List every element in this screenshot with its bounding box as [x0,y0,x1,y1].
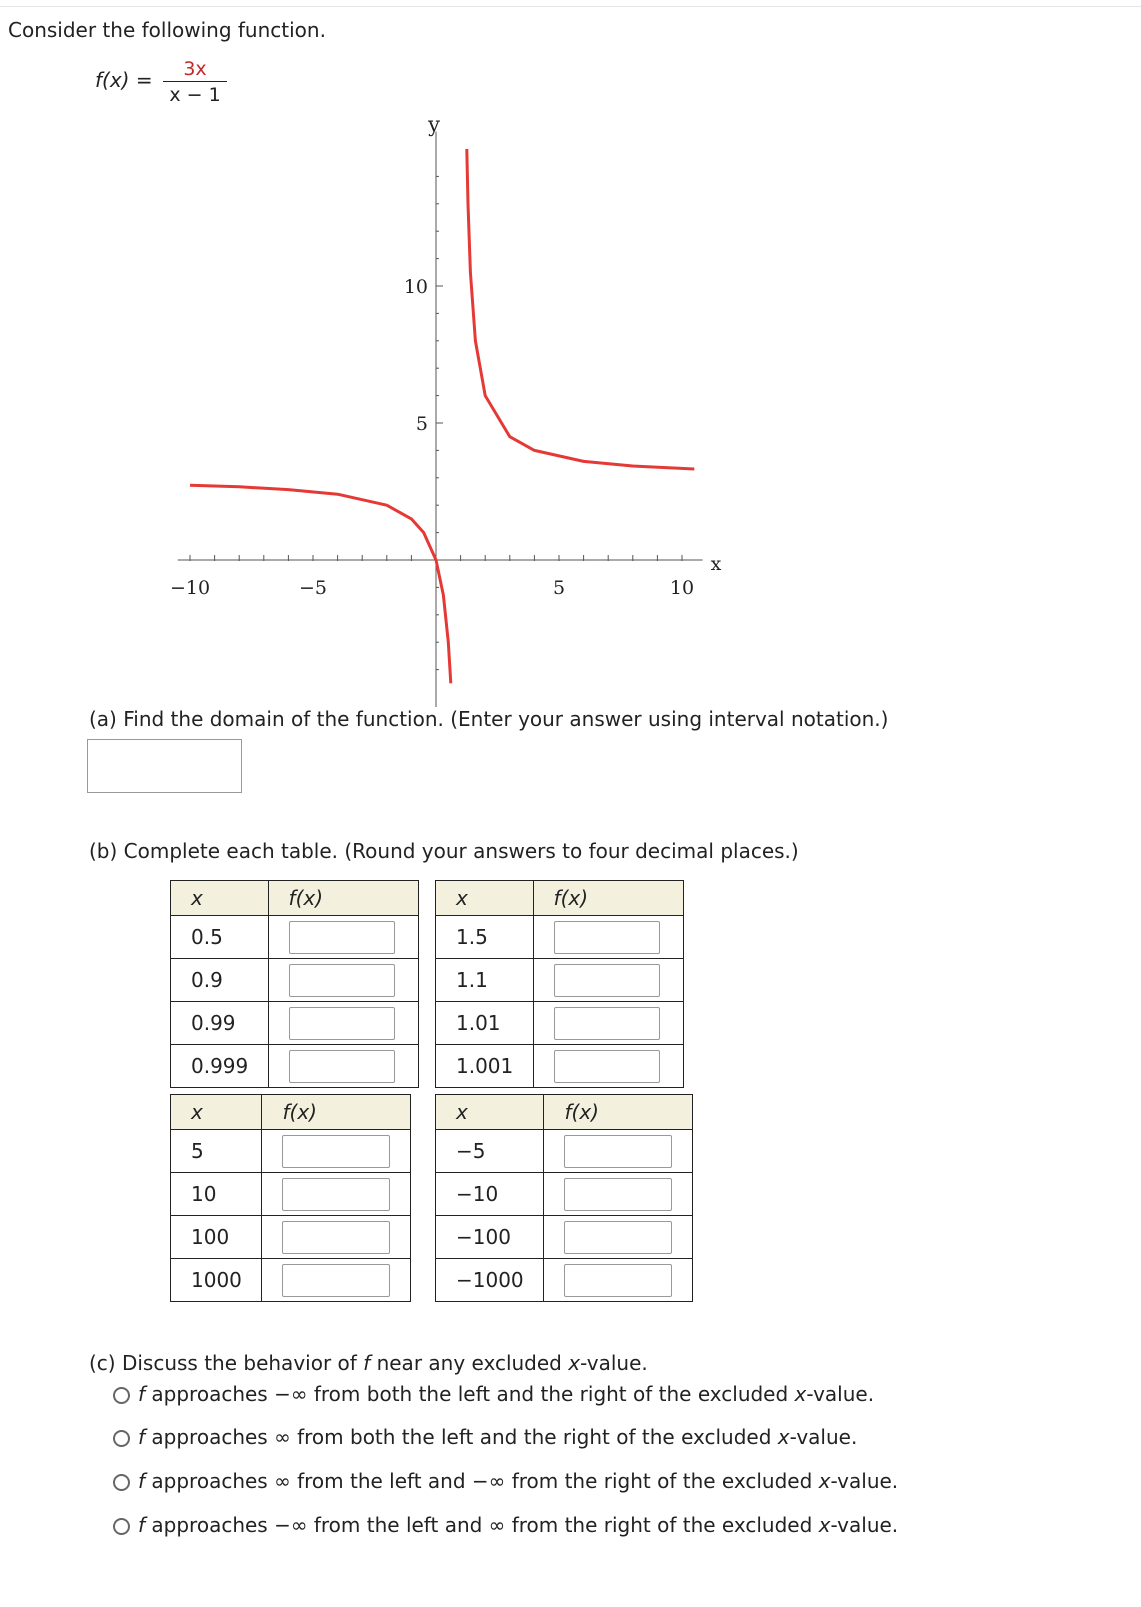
option-label: approaches ∞ from both the left and the right of the excluded [151,1425,778,1449]
table-row [436,1130,693,1173]
table-header-fx: f(x) [544,1095,693,1130]
table-header-x: x [171,1095,262,1130]
values-table-2 [435,880,684,1088]
table-row [436,1216,693,1259]
fx-input[interactable] [289,1007,395,1040]
x-value: 1.001 [436,1045,534,1088]
x-value: 0.99 [171,1002,269,1045]
table-header-x: x [436,1095,544,1130]
table-row [171,1216,411,1259]
formula-lhs [95,68,153,92]
part-a-question: (a) Find the domain of the function. (Enter your answer using interval notation.) [89,707,889,731]
formula-equals: = [135,68,153,92]
option-label-end: -value. [830,1513,899,1537]
domain-answer-input[interactable] [87,739,242,793]
option-label-end: -value. [789,1425,858,1449]
top-divider [0,6,1141,7]
formula-denominator: x − 1 [169,84,221,106]
behavior-option-4[interactable] [113,1513,898,1537]
fx-input[interactable] [282,1264,390,1297]
option-x: x [794,1382,807,1406]
table-row [171,1173,411,1216]
table-header-fx: f(x) [268,881,418,916]
behavior-option-3[interactable] [113,1469,898,1493]
x-value: 5 [171,1130,262,1173]
x-value: 0.9 [171,959,269,1002]
radio-button[interactable] [113,1430,130,1447]
part-c-text: -value. [580,1351,648,1375]
fx-input[interactable] [564,1178,672,1211]
part-c-text: (c) Discuss the behavior of [89,1351,364,1375]
x-value: −100 [436,1216,544,1259]
option-label: approaches −∞ from both the left and the right of the excluded [151,1382,795,1406]
radio-button[interactable] [113,1518,130,1535]
option-f: f [138,1469,146,1493]
values-table-1 [170,880,419,1088]
option-f: f [138,1425,146,1449]
table-header-x: x [171,881,269,916]
fx-input[interactable] [564,1264,672,1297]
x-axis-label: x [710,553,722,575]
y-tick-label: 10 [403,276,428,298]
x-value: 1000 [171,1259,262,1302]
graph-axes [178,132,703,707]
table-header-fx: f(x) [533,881,683,916]
x-tick-label: 10 [669,577,695,599]
table-row [171,1045,419,1088]
x-value: 1.1 [436,959,534,1002]
option-f: f [138,1513,146,1537]
table-header-x: x [436,881,534,916]
x-value: −5 [436,1130,544,1173]
graph-curves [190,149,694,683]
option-x: x [777,1425,790,1449]
table-row [171,1259,411,1302]
fx-input[interactable] [554,964,660,997]
table-row [436,959,684,1002]
graph-labels [170,113,722,599]
x-value: −10 [436,1173,544,1216]
table-row [171,959,419,1002]
table-row [171,916,419,959]
fx-input[interactable] [289,1050,395,1083]
part-b-question: (b) Complete each table. (Round your answers to four decimal places.) [89,839,799,863]
option-label: approaches −∞ from the left and ∞ from the right of the excluded [151,1513,819,1537]
values-table-3 [170,1094,411,1302]
part-c-text: near any excluded [370,1351,569,1375]
fraction-bar [163,81,227,82]
fx-input[interactable] [564,1221,672,1254]
x-value: −1000 [436,1259,544,1302]
option-label: approaches ∞ from the left and −∞ from the right of the excluded [151,1469,819,1493]
fx-input[interactable] [282,1221,390,1254]
x-value: 10 [171,1173,262,1216]
formula-numerator: 3x [183,58,207,80]
fx-input[interactable] [554,1007,660,1040]
option-x: x [818,1469,831,1493]
fx-input[interactable] [289,964,395,997]
y-axis-label: y [428,112,440,137]
x-value: 1.5 [436,916,534,959]
option-f: f [138,1382,146,1406]
option-label-end: -value. [806,1382,875,1406]
table-row [436,1045,684,1088]
table-row [436,1259,693,1302]
table-row [436,1173,693,1216]
part-c-x: x [568,1351,581,1375]
part-c-f: f [363,1351,371,1375]
table-row [171,1002,419,1045]
fx-input[interactable] [554,1050,660,1083]
x-value: 0.999 [171,1045,269,1088]
fx-input[interactable] [554,921,660,954]
fx-input[interactable] [564,1135,672,1168]
option-label-end: -value. [830,1469,899,1493]
table-row [171,1130,411,1173]
x-tick-label: −5 [298,577,328,599]
fx-input[interactable] [289,921,395,954]
function-curve [467,149,695,469]
values-table-4 [435,1094,693,1302]
x-value: 1.01 [436,1002,534,1045]
table-row [436,1002,684,1045]
x-tick-label: 5 [552,577,566,599]
x-value: 0.5 [171,916,269,959]
formula-fraction [163,58,227,106]
part-c-question [89,1351,648,1375]
problem-intro: Consider the following function. [8,18,326,42]
option-x: x [818,1513,831,1537]
fx-input[interactable] [282,1135,390,1168]
radio-button[interactable] [113,1474,130,1491]
y-tick-label: 5 [415,413,428,435]
fx-input[interactable] [282,1178,390,1211]
table-header-fx: f(x) [262,1095,411,1130]
x-value: 100 [171,1216,262,1259]
function-graph [150,112,730,695]
formula-fx: f(x) [95,68,130,92]
behavior-option-2[interactable] [113,1425,857,1449]
behavior-option-1[interactable] [113,1382,874,1406]
table-row [436,916,684,959]
radio-button[interactable] [113,1387,130,1404]
x-tick-label: −10 [169,577,211,599]
